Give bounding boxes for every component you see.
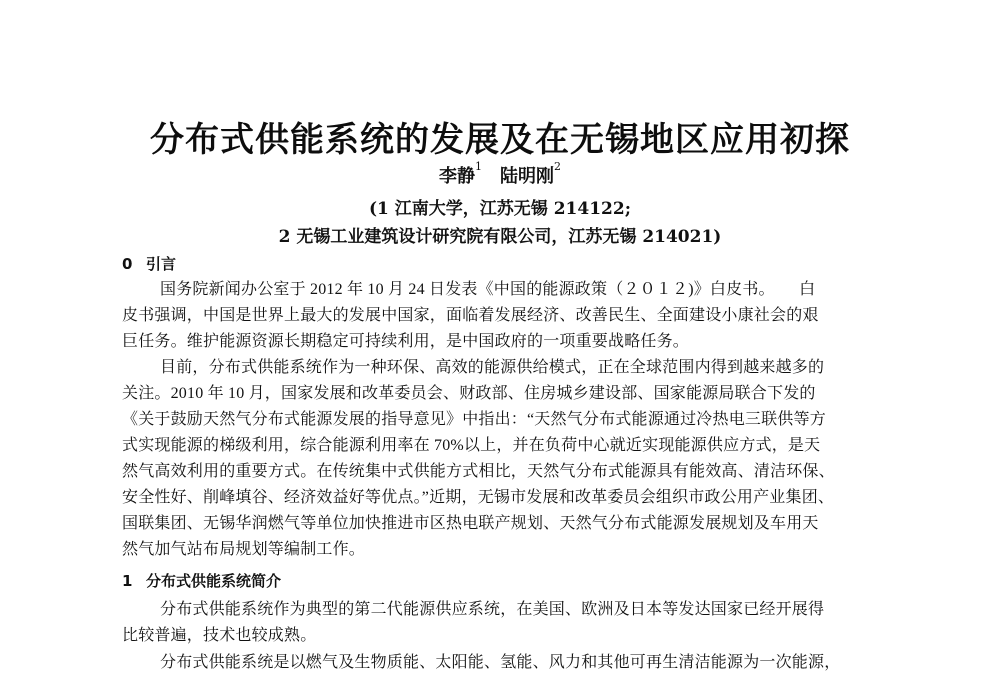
paper-title: 分布式供能系统的发展及在无锡地区应用初探	[150, 120, 850, 160]
paragraph-line: 安全性好、削峰填谷、经济效益好等优点。”近期，无锡市发展和改革委员会组织市政公用产业集团、	[122, 489, 835, 506]
paragraph-line: 分布式供能系统是以燃气及生物质能、太阳能、氢能、风力和其他可再生清洁能源为一次能源，	[160, 654, 841, 671]
paragraph-line: 分布式供能系统作为典型的第二代能源供应系统，在美国、欧洲及日本等发达国家已经开展得	[160, 601, 825, 618]
section-heading	[122, 570, 281, 591]
section-title: 引言	[146, 255, 177, 273]
paragraph-line: 然气高效利用的重要方式。在传统集中式供能方式相比，天然气分布式能源具有能效高、清洁环保、	[122, 463, 835, 480]
affiliation-line: 2 无锡工业建筑设计研究院有限公司，江苏无锡 214021)	[278, 227, 722, 247]
paragraph-line: 巨任务。维护能源资源长期稳定可持续利用，是中国政府的一项重要战略任务。	[122, 333, 690, 350]
paragraph-line: 目前，分布式供能系统作为一种环保、高效的能源供给模式，正在全球范围内得到越来越多的	[160, 359, 825, 376]
affiliation-line: (1 江南大学，江苏无锡 214122;	[369, 199, 631, 219]
section-number: 0	[122, 255, 133, 273]
paragraph-line: 国务院新闻办公室于 2012 年 10 月 24 日发表《中国的能源政策（２０１２)》白皮书。 白	[160, 281, 816, 298]
paragraph-line: 式实现能源的梯级利用，综合能源利用率在 70%以上，并在负荷中心就近实现能源供应方式，是天	[122, 437, 821, 454]
section-title: 分布式供能系统简介	[146, 572, 282, 590]
section-number: 1	[122, 572, 133, 590]
paragraph-line: 国联集团、无锡华润燃气等单位加快推进市区热电联产规划、天然气分布式能源发展规划及车用天	[122, 515, 819, 532]
paragraph-line: 比较普遍，技术也较成熟。	[122, 627, 317, 644]
paragraph-line: 《关于鼓励天然气分布式能源发展的指导意见》中指出：“天然气分布式能源通过冷热电三联供等方	[122, 411, 826, 428]
paragraph-line: 皮书强调，中国是世界上最大的发展中国家，面临着发展经济、改善民生、全面建设小康社会的艰	[122, 307, 819, 324]
section-heading	[122, 253, 176, 274]
paragraph-line: 然气加气站布局规划等编制工作。	[122, 541, 366, 558]
author-name: 李静	[439, 166, 475, 187]
paragraph-line: 关注。2010 年 10 月，国家发展和改革委员会、财政部、住房城乡建设部、国家能源局联合下发的	[122, 385, 816, 402]
affiliation-mark: 2	[554, 160, 561, 173]
affiliation-mark: 1	[475, 160, 482, 173]
author-line	[0, 162, 1000, 188]
author-name: 陆明刚	[500, 166, 554, 187]
